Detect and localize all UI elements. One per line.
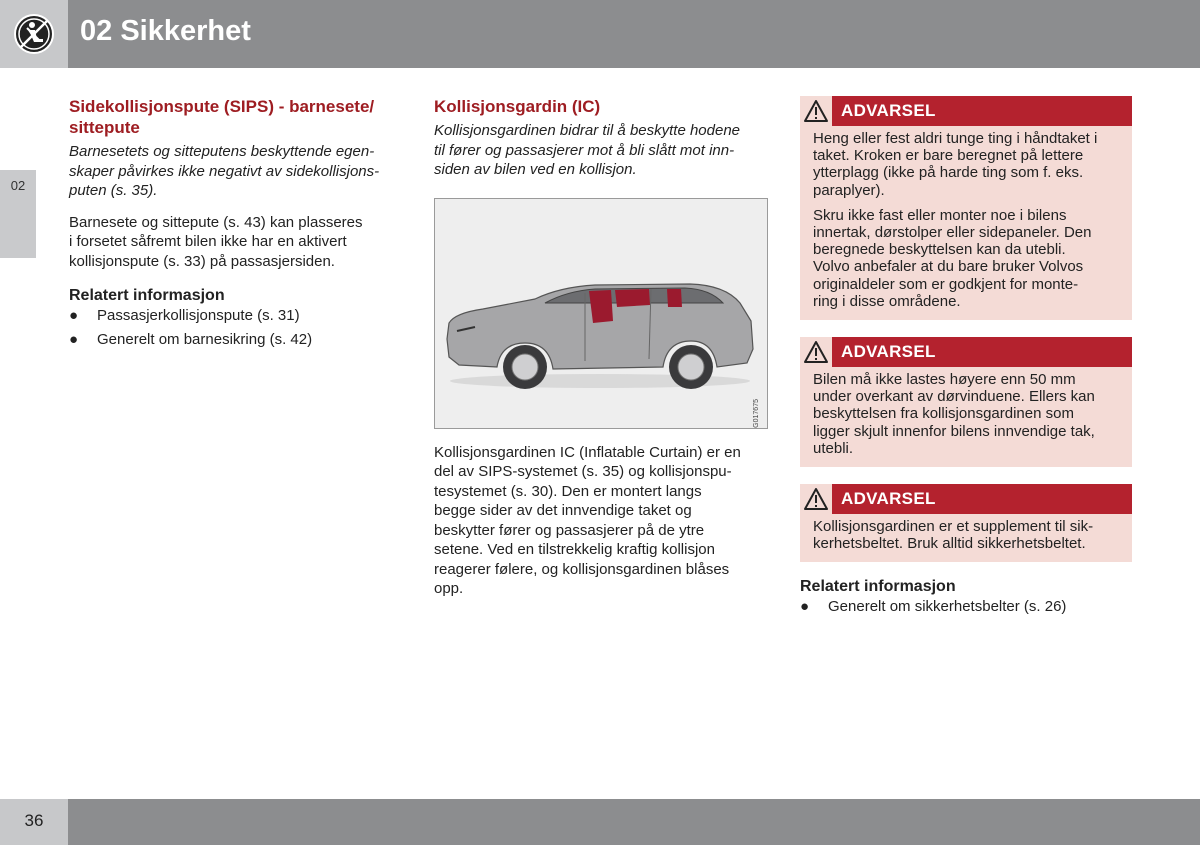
warning-text bbox=[800, 514, 1132, 562]
warning-text bbox=[800, 126, 1132, 320]
seatbelt-safety-icon bbox=[13, 13, 55, 55]
text-line: opp. bbox=[434, 580, 464, 597]
ic-intro bbox=[434, 121, 769, 180]
middle-column bbox=[434, 96, 769, 599]
right-column bbox=[800, 96, 1132, 621]
figure-code: G017675 bbox=[753, 398, 760, 428]
text-line: beregnede beskyttelsen kan da utebli. bbox=[813, 241, 1066, 259]
chapter-tab-label: 02 bbox=[10, 178, 26, 193]
related-info-list bbox=[800, 597, 1132, 617]
warning-header bbox=[800, 484, 1132, 514]
related-link-label: Generelt om sikkerhetsbelter (s. 26) bbox=[828, 598, 1067, 616]
section-heading-sips: Sidekollisjonspute (SIPS) - barnesete/ sittepute bbox=[69, 97, 375, 137]
warning-header bbox=[800, 337, 1132, 367]
text-line: kollisjonspute (s. 33) på passasjersiden. bbox=[69, 252, 335, 270]
text-line: beskyttelsen fra kollisjonsgardinen som bbox=[813, 405, 1074, 423]
text-line: Skru ikke fast eller monter noe i bilens bbox=[813, 206, 1067, 224]
text-line: Kollisjonsgardinen IC (Inflatable Curtain) er en bbox=[434, 443, 741, 461]
related-link[interactable] bbox=[800, 597, 1132, 617]
text-line: Kollisjonsgardinen er et supplement til sik- bbox=[813, 518, 1094, 536]
text-line: ligger skjult innenfor bilens innvendige tak, bbox=[813, 422, 1095, 440]
text-line: setene. Ved en tilstrekkelig kraftig kollisjon bbox=[434, 541, 715, 558]
related-info-heading: Relatert informasjon bbox=[800, 578, 956, 596]
text-line: Kollisjonsgardinen bidrar til å beskytte hodene bbox=[434, 122, 741, 139]
related-link-label: Passasjerkollisjonspute (s. 31) bbox=[97, 307, 300, 324]
sips-body bbox=[69, 213, 404, 272]
text-line: del av SIPS-systemet (s. 35) og kollisjonspu- bbox=[434, 463, 732, 480]
text-line: utebli. bbox=[813, 439, 854, 457]
warning-title: ADVARSEL bbox=[841, 101, 936, 120]
chapter-tab bbox=[0, 170, 36, 258]
warning-triangle-icon bbox=[803, 487, 829, 511]
left-column bbox=[69, 96, 404, 353]
text-line: Heng eller fest aldri tunge ting i håndtaket i bbox=[813, 130, 1098, 147]
text-line: Volvo anbefaler at du bare bruker Volvos bbox=[813, 258, 1084, 276]
ic-body bbox=[434, 443, 769, 599]
related-info-heading: Relatert informasjon bbox=[69, 287, 225, 304]
text-line: under overkant av dørvinduene. Ellers kan bbox=[813, 388, 1095, 406]
page-number: 36 bbox=[24, 811, 44, 830]
warning-title: ADVARSEL bbox=[841, 489, 936, 509]
text-line: kerhetsbeltet. Bruk alltid sikkerhetsbeltet. bbox=[813, 535, 1086, 553]
chapter-title: 02 Sikkerhet bbox=[80, 15, 251, 47]
text-line: til fører og passasjerer mot å bli slått mot inn- bbox=[434, 141, 735, 159]
section-heading-ic: Kollisjonsgardin (IC) bbox=[434, 97, 601, 116]
warning-box bbox=[800, 337, 1132, 467]
text-line: ring i disse områdene. bbox=[813, 292, 961, 310]
page-footer bbox=[0, 799, 1200, 845]
text-line: Barnesetets og sitteputens beskyttende egen- bbox=[69, 143, 375, 160]
warning-triangle-icon bbox=[803, 99, 829, 123]
sips-intro bbox=[69, 142, 404, 201]
related-link[interactable] bbox=[69, 306, 404, 326]
text-line: taket. Kroken er bare beregnet på lettere bbox=[813, 147, 1084, 165]
text-line: innertak, dørstolper eller sidepaneler. Den bbox=[813, 224, 1092, 242]
text-line: puten (s. 35). bbox=[69, 182, 158, 199]
related-link[interactable] bbox=[69, 330, 404, 350]
warning-box bbox=[800, 96, 1132, 320]
text-line: Bilen må ikke lastes høyere enn 50 mm bbox=[813, 371, 1076, 389]
car-airbag-illustration bbox=[434, 198, 768, 429]
warning-triangle-icon bbox=[803, 340, 829, 364]
text-line: originaldeler som er godkjent for monte- bbox=[813, 275, 1079, 293]
related-info-list bbox=[69, 306, 404, 349]
header-icon-box bbox=[0, 0, 68, 68]
warning-header bbox=[800, 96, 1132, 126]
warning-text bbox=[800, 367, 1132, 467]
text-line: skaper påvirkes ikke negativt av sidekollisjons- bbox=[69, 162, 380, 180]
page-header bbox=[0, 0, 1200, 68]
page-number-box bbox=[0, 799, 68, 845]
text-line: tesystemet (s. 30). Den er montert langs bbox=[434, 482, 702, 500]
related-link-label: Generelt om barnesikring (s. 42) bbox=[97, 330, 313, 348]
bullet-icon: ● bbox=[69, 330, 79, 348]
text-line: paraplyer). bbox=[813, 181, 885, 199]
text-line: reagerer følere, og kollisjonsgardinen blåses bbox=[434, 560, 730, 578]
warning-box bbox=[800, 484, 1132, 562]
text-line: i forsetet såfremt bilen ikke har en aktivert bbox=[69, 233, 347, 250]
text-line: begge sider av det innvendige taket og bbox=[434, 502, 692, 519]
warning-title: ADVARSEL bbox=[841, 342, 936, 362]
bullet-icon: ● bbox=[69, 307, 79, 324]
car-side-view-icon bbox=[435, 199, 767, 428]
text-line: ytterplagg (ikke på harde ting som f. eks. bbox=[813, 164, 1084, 182]
bullet-icon: ● bbox=[800, 598, 810, 616]
text-line: Barnesete og sittepute (s. 43) kan plasseres bbox=[69, 213, 363, 231]
text-line: siden av bilen ved en kollisjon. bbox=[434, 161, 637, 178]
text-line: beskytter fører og passasjerer på de ytre bbox=[434, 521, 705, 539]
